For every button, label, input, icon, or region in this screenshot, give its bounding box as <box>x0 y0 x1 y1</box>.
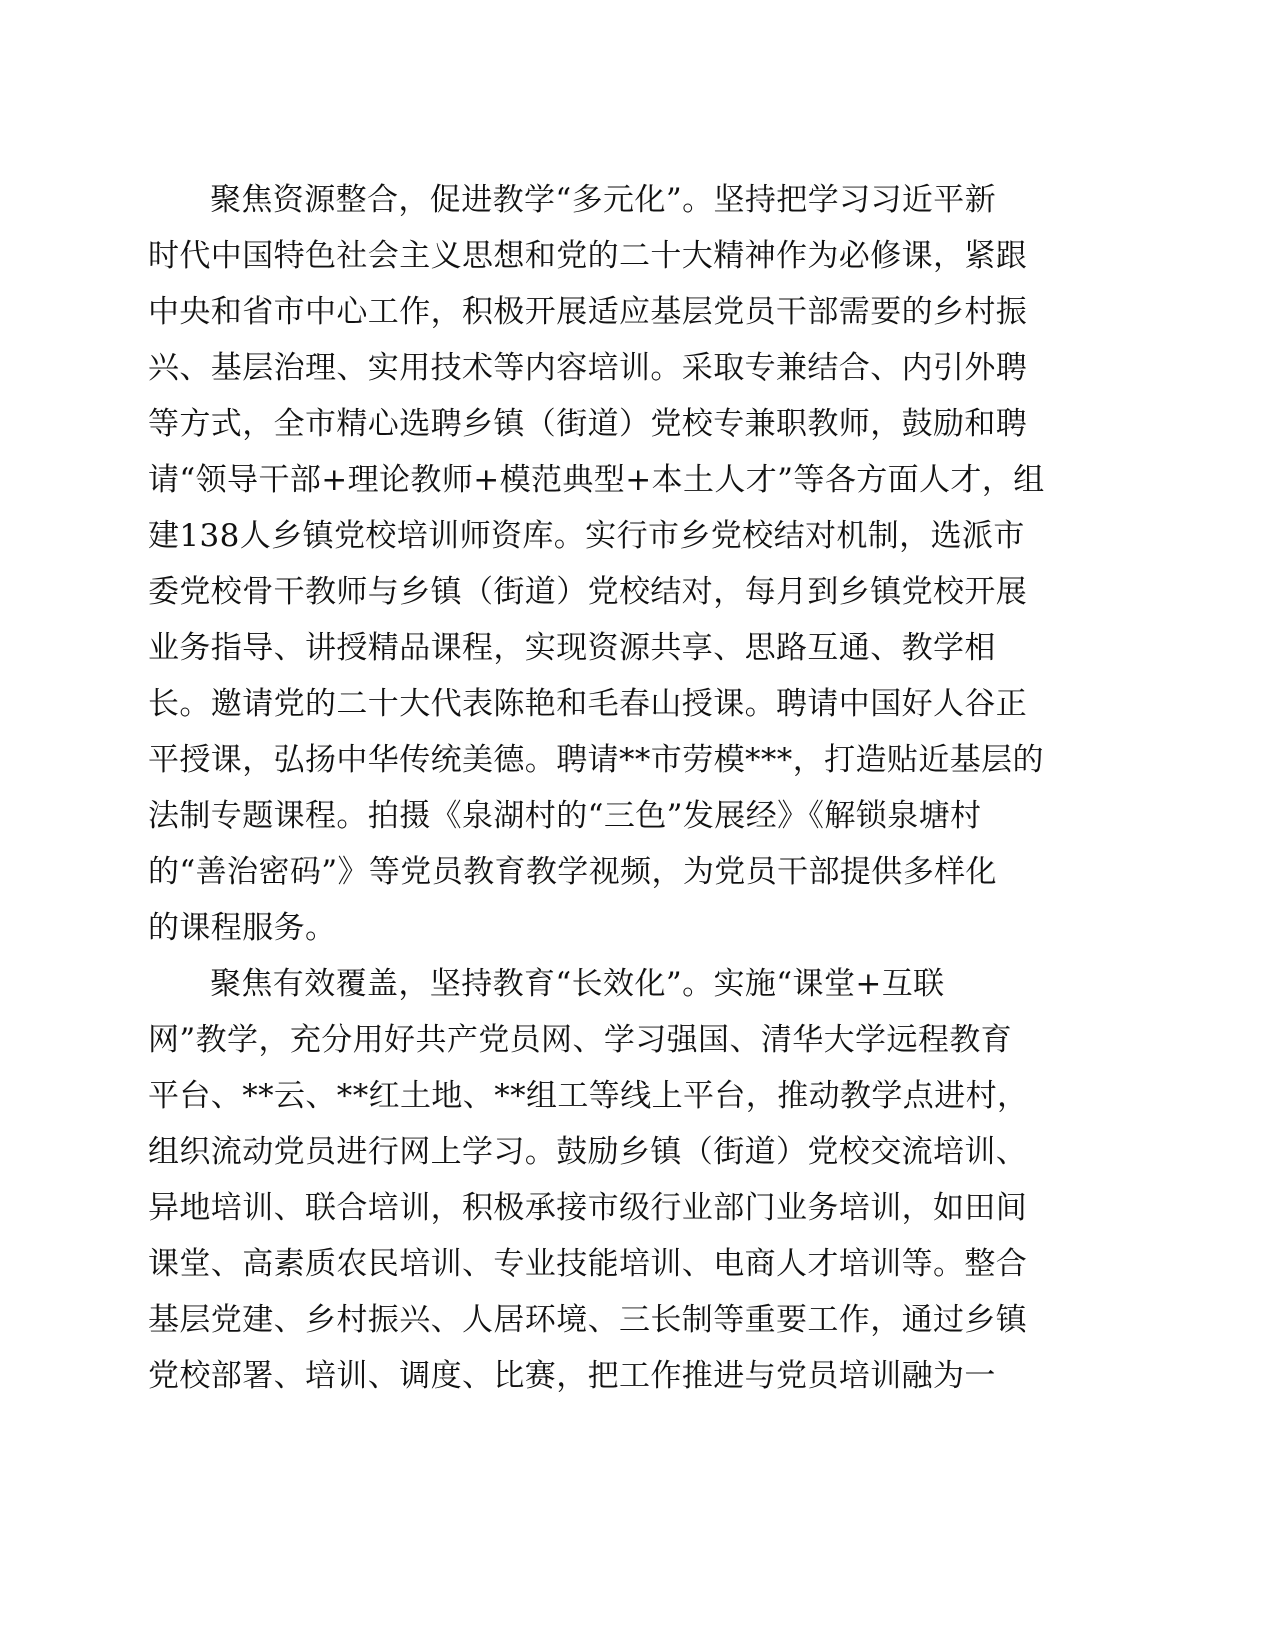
text-line: 聚焦资源整合，促进教学“多元化”。坚持把学习习近平新 <box>210 182 997 218</box>
text-line: 等方式，全市精心选聘乡镇（街道）党校专兼职教师，鼓励和聘 <box>148 406 1028 442</box>
text-line: 长。邀请党的二十大代表陈艳和毛春山授课。聘请中国好人谷正 <box>148 686 1028 722</box>
text-line: 建138人乡镇党校培训师资库。实行市乡党校结对机制，选派市 <box>148 518 1025 554</box>
text-line: 委党校骨干教师与乡镇（街道）党校结对，每月到乡镇党校开展 <box>148 574 1028 610</box>
text-line: 法制专题课程。拍摄《泉湖村的“三色”发展经》《解锁泉塘村 <box>148 798 982 834</box>
text-line: 时代中国特色社会主义思想和党的二十大精神作为必修课，紧跟 <box>148 238 1028 274</box>
text-line: 的课程服务。 <box>148 910 337 946</box>
text-line: 兴、基层治理、实用技术等内容培训。采取专兼结合、内引外聘 <box>148 350 1028 386</box>
text-line: 异地培训、联合培训，积极承接市级行业部门业务培训，如田间 <box>148 1190 1028 1226</box>
text-line: 网”教学，充分用好共产党员网、学习强国、清华大学远程教育 <box>148 1022 1013 1058</box>
text-line: 平授课，弘扬中华传统美德。聘请**市劳模***，打造贴近基层的 <box>148 742 1044 778</box>
text-line: 请“领导干部+理论教师+模范典型+本土人才”等各方面人才，组 <box>148 462 1045 498</box>
text-line: 聚焦有效覆盖，坚持教育“长效化”。实施“课堂+互联 <box>210 966 945 1002</box>
text-line: 党校部署、培训、调度、比赛，把工作推进与党员培训融为一 <box>148 1358 996 1394</box>
text-line: 平台、**云、**红土地、**组工等线上平台，推动教学点进村， <box>148 1078 1029 1114</box>
text-line: 组织流动党员进行网上学习。鼓励乡镇（街道）党校交流培训、 <box>148 1134 1028 1170</box>
text-line: 的“善治密码”》等党员教育教学视频，为党员干部提供多样化 <box>148 854 997 890</box>
text-line: 业务指导、讲授精品课程，实现资源共享、思路互通、教学相 <box>148 630 996 666</box>
text-line: 中央和省市中心工作，积极开展适应基层党员干部需要的乡村振 <box>148 294 1028 330</box>
text-line: 基层党建、乡村振兴、人居环境、三长制等重要工作，通过乡镇 <box>148 1302 1028 1338</box>
text-line: 课堂、高素质农民培训、专业技能培训、电商人才培训等。整合 <box>148 1246 1028 1282</box>
